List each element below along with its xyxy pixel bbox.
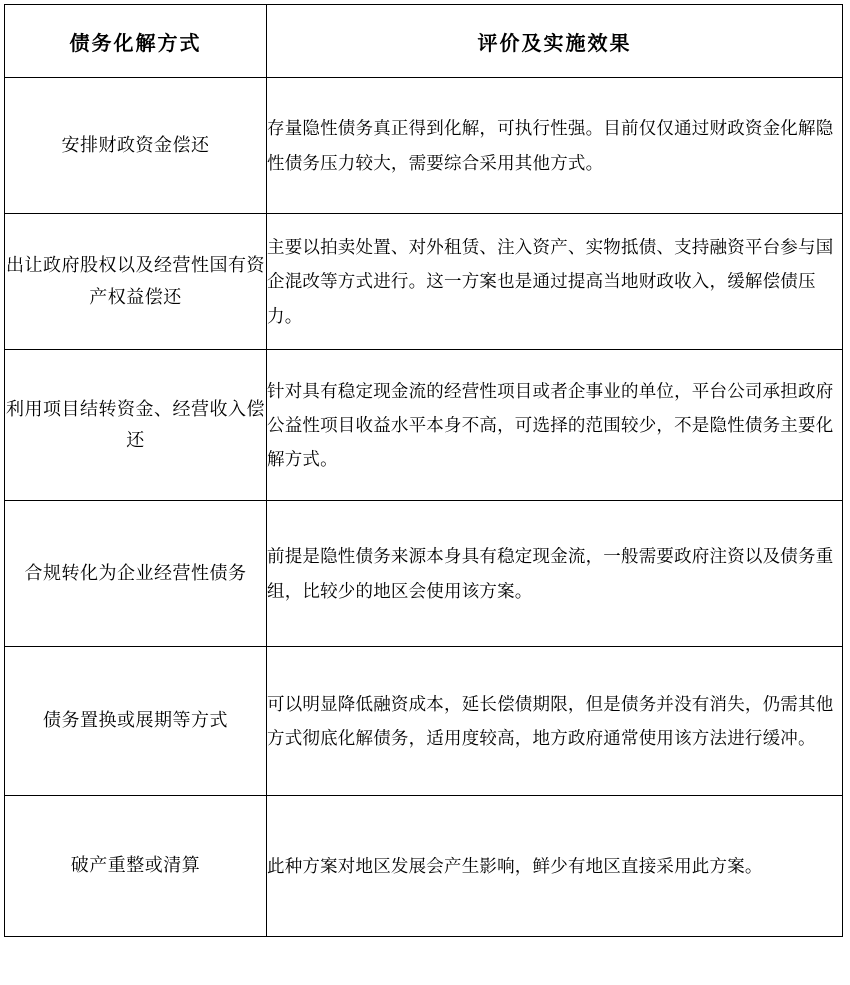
table-row [5, 350, 843, 501]
cell-effect: 此种方案对地区发展会产生影响，鲜少有地区直接采用此方案。 [267, 796, 843, 937]
table-header [5, 5, 843, 78]
cell-method: 出让政府股权以及经营性国有资产权益偿还 [5, 214, 267, 350]
debt-resolution-table [4, 4, 843, 937]
table-row [5, 796, 843, 937]
table-row [5, 214, 843, 350]
cell-effect: 针对具有稳定现金流的经营性项目或者企事业的单位，平台公司承担政府公益性项目收益水平本身不高，可选择的范围较少，不是隐性债务主要化解方式。 [267, 350, 843, 501]
table-row [5, 78, 843, 214]
table-body [5, 78, 843, 937]
cell-method: 债务置换或展期等方式 [5, 647, 267, 796]
table-row [5, 647, 843, 796]
cell-effect: 存量隐性债务真正得到化解，可执行性强。目前仅仅通过财政资金化解隐性债务压力较大，需要综合采用其他方式。 [267, 78, 843, 214]
cell-method: 破产重整或清算 [5, 796, 267, 937]
cell-effect: 前提是隐性债务来源本身具有稳定现金流，一般需要政府注资以及债务重组，比较少的地区会使用该方案。 [267, 501, 843, 647]
cell-effect: 主要以拍卖处置、对外租赁、注入资产、实物抵债、支持融资平台参与国企混改等方式进行。这一方案也是通过提高当地财政收入，缓解偿债压力。 [267, 214, 843, 350]
cell-effect: 可以明显降低融资成本，延长偿债期限，但是债务并没有消失，仍需其他方式彻底化解债务，适用度较高，地方政府通常使用该方法进行缓冲。 [267, 647, 843, 796]
column-header-effect: 评价及实施效果 [267, 5, 843, 78]
cell-method: 利用项目结转资金、经营收入偿还 [5, 350, 267, 501]
cell-method: 安排财政资金偿还 [5, 78, 267, 214]
cell-method: 合规转化为企业经营性债务 [5, 501, 267, 647]
table-row [5, 501, 843, 647]
column-header-method: 债务化解方式 [5, 5, 267, 78]
table-header-row [5, 5, 843, 78]
